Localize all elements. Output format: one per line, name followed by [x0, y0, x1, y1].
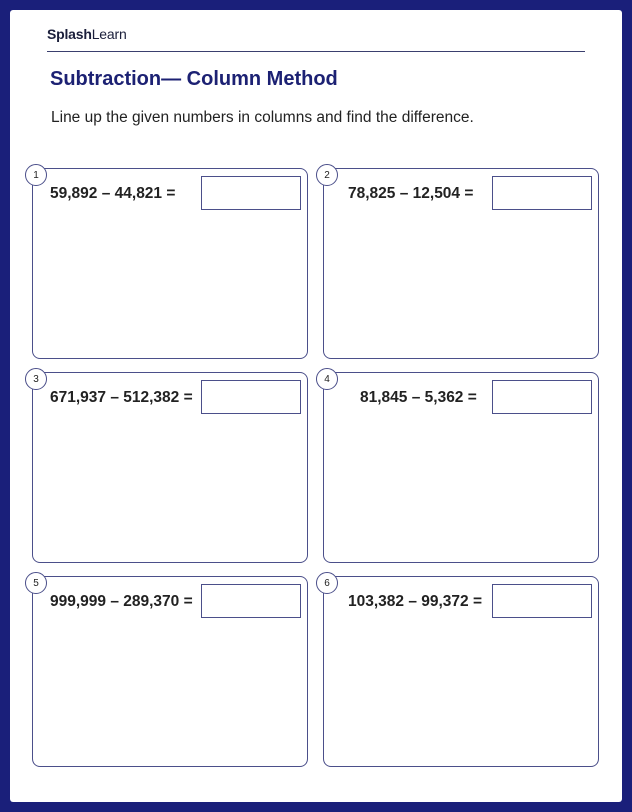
worksheet-page	[10, 10, 622, 802]
problem-number-badge: 6	[316, 572, 338, 594]
problem-card-3	[32, 372, 308, 563]
problem-card-5	[32, 576, 308, 767]
problem-expression: 78,825 – 12,504 =	[348, 185, 474, 202]
problem-card-2	[323, 168, 599, 359]
answer-box[interactable]	[201, 176, 301, 210]
problem-expression: 103,382 – 99,372 =	[348, 593, 483, 610]
problem-number-badge: 5	[25, 572, 47, 594]
problem-expression: 999,999 – 289,370 =	[50, 593, 193, 610]
problem-number-badge: 3	[25, 368, 47, 390]
problem-card-4	[323, 372, 599, 563]
problem-number-badge: 2	[316, 164, 338, 186]
problem-card-1	[32, 168, 308, 359]
header-divider	[47, 51, 585, 52]
problem-expression: 59,892 – 44,821 =	[50, 185, 176, 202]
answer-box[interactable]	[492, 380, 592, 414]
answer-box[interactable]	[492, 584, 592, 618]
problem-expression: 671,937 – 512,382 =	[50, 389, 193, 406]
instructions: Line up the given numbers in columns and find the difference.	[51, 109, 474, 126]
answer-box[interactable]	[201, 380, 301, 414]
splashlearn-logo: SplashLearn	[47, 26, 127, 42]
problem-expression: 81,845 – 5,362 =	[360, 389, 477, 406]
problem-card-6	[323, 576, 599, 767]
problem-number-badge: 1	[25, 164, 47, 186]
problem-number-badge: 4	[316, 368, 338, 390]
worksheet-title: Subtraction— Column Method	[50, 68, 338, 90]
answer-box[interactable]	[492, 176, 592, 210]
answer-box[interactable]	[201, 584, 301, 618]
